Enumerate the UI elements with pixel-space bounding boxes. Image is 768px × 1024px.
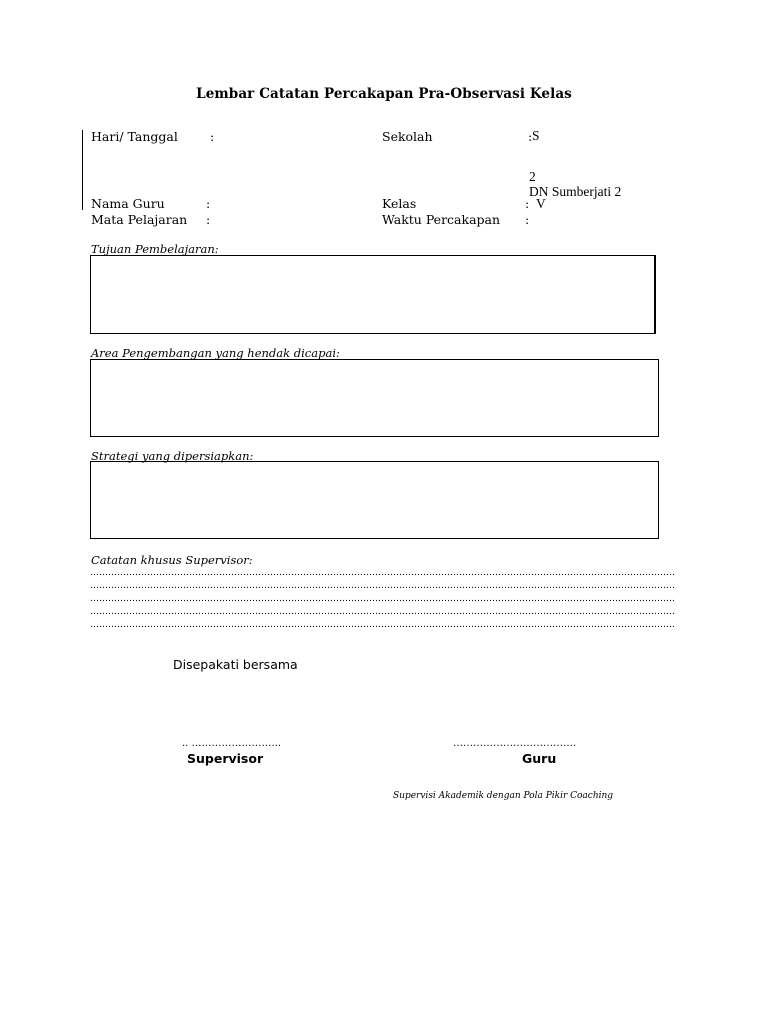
left-margin-line: [82, 130, 83, 210]
dotted-line-2: ……………………………………………………………………………………………………………………………………………………………………………: [90, 581, 675, 591]
textbox-tujuan[interactable]: [90, 255, 656, 334]
sekolah-overflow-line-1: 2: [529, 169, 536, 184]
label-mata-pelajaran: Mata Pelajaran: [91, 212, 188, 227]
footer-note: Supervisi Akademik dengan Pola Pikir Coaching: [393, 791, 614, 801]
textbox-area[interactable]: [90, 359, 659, 437]
section-label-strategi: Strategi yang dipersiapkan:: [91, 449, 254, 463]
section-label-area: Area Pengembangan yang hendak dicapai:: [91, 346, 340, 360]
dotted-line-1: ……………………………………………………………………………………………………………………………………………………………………………: [90, 568, 675, 578]
section-label-tujuan: Tujuan Pembelajaran:: [91, 242, 219, 256]
label-kelas: Kelas: [382, 196, 417, 211]
guru-signature-line: ……………………………….: [453, 738, 577, 749]
agreement-text: Disepakati bersama: [173, 657, 298, 672]
sep-waktu-percakapan: :: [525, 212, 530, 227]
sep-kelas: :: [525, 196, 530, 211]
label-waktu-percakapan: Waktu Percakapan: [382, 212, 501, 227]
sep-hari-tanggal: :: [210, 129, 215, 144]
supervisor-signature-line: .. ……………………...: [182, 738, 282, 749]
page-title: Lembar Catatan Percakapan Pra-Observasi Kelas: [196, 86, 572, 102]
sep-mata-pelajaran: :: [206, 212, 211, 227]
dotted-line-4: ……………………………………………………………………………………………………………………………………………………………………………: [90, 607, 675, 617]
dotted-line-3: ……………………………………………………………………………………………………………………………………………………………………………: [90, 594, 675, 604]
label-hari-tanggal: Hari/ Tanggal: [91, 129, 178, 144]
value-sekolah-fragment: S: [532, 128, 540, 143]
section-label-catatan: Catatan khusus Supervisor:: [91, 553, 253, 567]
textbox-strategi[interactable]: [90, 461, 659, 539]
value-kelas-fragment: V: [536, 196, 546, 211]
sekolah-overflow-line-2: DN Sumberjati 2: [529, 184, 622, 199]
sep-sekolah: :: [528, 129, 533, 144]
sep-nama-guru: :: [206, 196, 211, 211]
label-sekolah: Sekolah: [382, 129, 433, 144]
dotted-line-5: ……………………………………………………………………………………………………………………………………………………………………………: [90, 620, 675, 630]
label-nama-guru: Nama Guru: [91, 196, 165, 211]
supervisor-label: Supervisor: [187, 751, 264, 766]
guru-label: Guru: [522, 751, 557, 766]
